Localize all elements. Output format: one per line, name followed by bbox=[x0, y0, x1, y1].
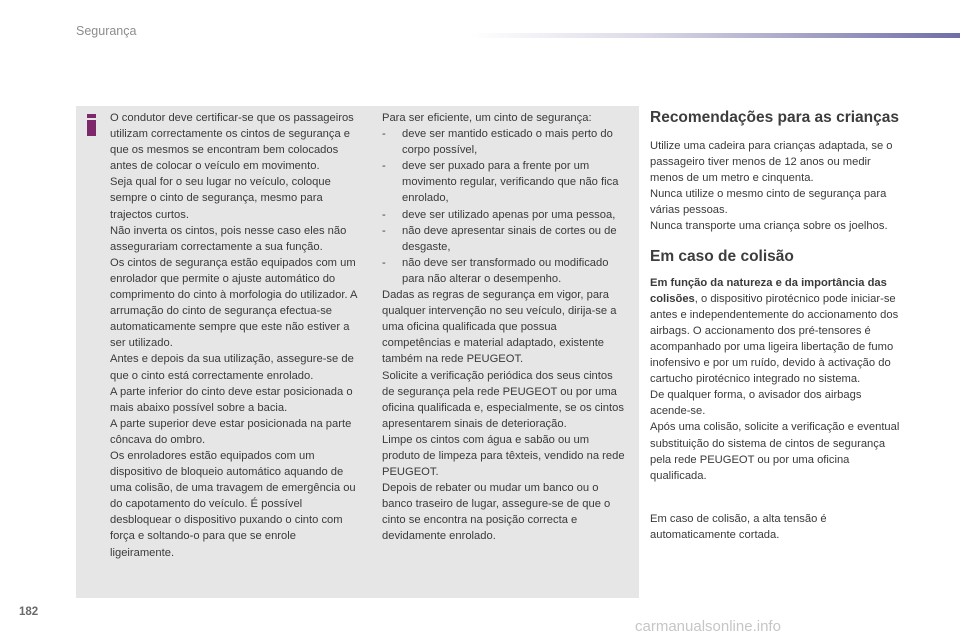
info-paragraph: Limpe os cintos com água e sabão ou um produto de limpeza para têxteis, vendido na rede PEUGEOT. bbox=[382, 433, 625, 479]
section-title: Segurança bbox=[76, 24, 137, 38]
info-paragraph: Antes e depois da sua utilização, assegure-se de que o cinto está correctamente enrolado. bbox=[110, 353, 354, 382]
belt-rule-text: deve ser puxado para a frente por um movimento regular, verificando que não fica enrolado, bbox=[402, 160, 619, 205]
belt-rule-item: - não deve apresentar sinais de cortes ou de desgaste, bbox=[382, 223, 628, 255]
info-paragraph: Os enroladores estão equipados com um dispositivo de bloqueio automático aquando de uma colisão, de uma travagem de emergência ou do capotamento do veículo. É possível desbloquear o dispositivo puxando o cinto com força e soltando-o para que se enrole ligeiramente. bbox=[110, 449, 356, 559]
info-icon-stem bbox=[87, 120, 96, 136]
info-icon bbox=[87, 114, 96, 136]
info-paragraph: A parte superior deve estar posicionada na parte côncava do ombro. bbox=[110, 417, 352, 446]
info-column-2 bbox=[382, 110, 628, 545]
belt-rule-text: não deve apresentar sinais de cortes ou de desgaste, bbox=[402, 224, 617, 253]
watermark: carmanualsonline.info bbox=[635, 618, 781, 635]
belt-rule-item: - não deve ser transformado ou modificado para não alterar o desempenho. bbox=[382, 255, 628, 287]
info-paragraph: Solicite a verificação periódica dos seus cintos de segurança pela rede PEUGEOT ou por uma oficina qualificada e, especialmente, se os cintos apresentarem sinais de deterioração. bbox=[382, 369, 624, 430]
recommendations-column bbox=[650, 110, 900, 543]
children-paragraph: Nunca utilize o mesmo cinto de segurança para várias pessoas. bbox=[650, 188, 887, 217]
info-paragraph: Não inverta os cintos, pois nesse caso eles não assegurariam correctamente a sua função. bbox=[110, 224, 347, 253]
page-number: 182 bbox=[19, 606, 39, 618]
info-paragraph: Seja qual for o seu lugar no veículo, coloque sempre o cinto de segurança, mesmo para trajectos curtos. bbox=[110, 176, 331, 221]
collision-heading: Em caso de colisão bbox=[650, 247, 794, 265]
children-heading: Recomendações para as crianças bbox=[650, 109, 899, 126]
belt-intro: Para ser eficiente, um cinto de segurança: bbox=[382, 112, 592, 124]
collision-lead-bold: Em função da natureza e da importância das colisões bbox=[650, 276, 887, 305]
info-paragraph: Dadas as regras de segurança em vigor, para qualquer intervenção no seu veículo, dirija-se a uma oficina qualificada que possua competências e material adaptado, existente também na rede PEUGEOT. bbox=[382, 289, 617, 366]
header-gradient-bar bbox=[470, 33, 960, 38]
collision-paragraph: Após uma colisão, solicite a verificação e eventual substituição do sistema de cintos de segurança pela rede PEUGEOT ou por uma oficina qualificada. bbox=[650, 421, 900, 482]
belt-rule-text: não deve ser transformado ou modificado para não alterar o desempenho. bbox=[402, 256, 609, 285]
children-paragraph: Utilize uma cadeira para crianças adaptada, se o passageiro tiver menos de 12 anos ou medir menos de um metro e cinquenta. bbox=[650, 140, 893, 185]
children-paragraph: Nunca transporte uma criança sobre os joelhos. bbox=[650, 220, 888, 233]
collision-lead-text: , o dispositivo pirotécnico pode iniciar-se antes e independentemente do accionamento dos airbags. O accionamento dos pré-tensores é acompanhado por uma ligeira libertação de fumo inofensivo e por um ruído, devido à activação do cartucho pirotécnico integrado no sistema. bbox=[650, 292, 899, 386]
info-icon-dot bbox=[87, 114, 96, 118]
belt-rule-item: - deve ser mantido esticado o mais perto do corpo possível, bbox=[382, 126, 628, 158]
belt-rule-item: - deve ser puxado para a frente por um movimento regular, verificando que não fica enrolado, bbox=[382, 158, 628, 206]
info-paragraph: O condutor deve certificar-se que os passageiros utilizam correctamente os cintos de segurança e que os mesmos se encontram bem colocados antes de colocar o veículo em movimento. bbox=[110, 112, 354, 173]
info-paragraph: Os cintos de segurança estão equipados com um enrolador que permite o ajuste automático do comprimento do cinto à morfologia do utilizador. A arrumação do cinto de segurança efectua-se automaticamente sempre que este não estiver a ser utilizado. bbox=[110, 256, 357, 350]
collision-note: Em caso de colisão, a alta tensão é automaticamente cortada. bbox=[650, 512, 827, 541]
belt-rule-item: - deve ser utilizado apenas por uma pessoa, bbox=[382, 207, 628, 223]
collision-lead bbox=[650, 275, 900, 388]
info-paragraph: A parte inferior do cinto deve estar posicionada o mais abaixo possível sobre a bacia. bbox=[110, 385, 353, 414]
belt-rule-text: deve ser mantido esticado o mais perto do corpo possível, bbox=[402, 128, 613, 157]
info-paragraph: Depois de rebater ou mudar um banco ou o banco traseiro de lugar, assegure-se de que o cinto se encontra na posição correcta e devidamente enrolado. bbox=[382, 482, 611, 543]
collision-paragraph: De qualquer forma, o avisador dos airbags acende-se. bbox=[650, 389, 862, 418]
belt-rule-text: deve ser utilizado apenas por uma pessoa, bbox=[402, 208, 616, 221]
info-column-1 bbox=[110, 110, 360, 561]
